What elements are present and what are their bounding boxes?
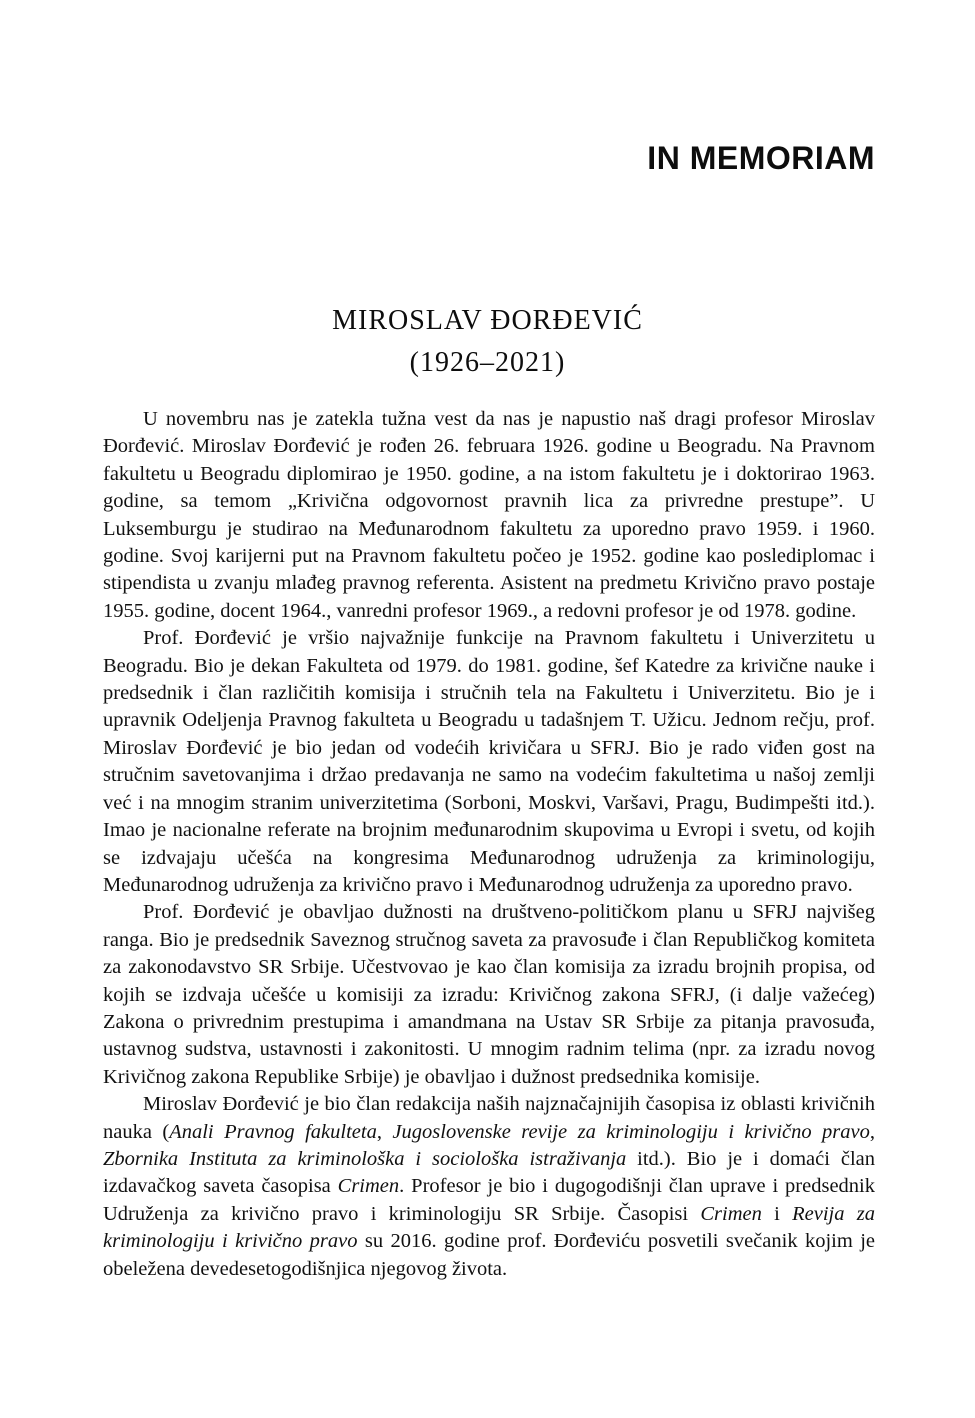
body-text xyxy=(103,406,875,1283)
text-run: i xyxy=(761,1202,793,1225)
paragraph xyxy=(103,406,875,625)
text-run: Prof. Đorđević je vršio najvažnije funkcije na Pravnom fakultetu i Univerzitetu u Beogradu. Bio je dekan Fakulteta od 1979. do 1981. godine, šef Katedre za krivične nauke i predsednik i član različitih komisija i stručnih tela na Fakultetu i Univerzitetu. Bio je i upravnik Odeljenja Pravnog fakulteta u Beogradu u tadašnjem T. Užicu. Jednom rečju, prof. Miroslav Đorđević je bio jedan od vodećih krivičara u SFRJ. Bio je rado viđen gost na stručnim savetovanjima i držao predavanja ne samo na vodećim fakultetima u našoj zemlji već i na mnogim stranim univerzitetima (Sorboni, Moskvi, Varšavi, Pragu, Budimpešti itd.). Imao je nacionalne referate na brojnim međunarodnim skupovima u Evropi i svetu, od kojih se izdvajaju učešća na kongresima Međunarodnog udruženja za kriminologiju, Međunarodnog udruženja za krivično pravo i Međunarodnog udruženja za uporedno pravo. xyxy=(103,627,875,896)
text-run: itd.). Bio je i domaći član izdavačkog saveta časopisa xyxy=(103,1147,875,1198)
memorial-years: (1926–2021) xyxy=(409,347,566,378)
journal-title: Zbornika Instituta za kriminološka i sociološka istraživanja xyxy=(103,1147,627,1170)
text-run: , xyxy=(869,1120,876,1143)
text-run: su 2016. godine prof. Đorđeviću posvetili svečanik kojim je obeležena devedesetogodišnjica njegovog života. xyxy=(103,1230,875,1280)
text-run: U novembru nas je zatekla tužna vest da nas je napustio naš dragi profesor Miroslav Đorđević. Miroslav Đorđević je rođen 26. februara 1926. godine u Beogradu. Na Pravnom fakultetu u Beogradu diplomirao je 1950. godine, a na istom fakultetu je i doktorirao 1963. godine, sa temom „Krivična odgovornost pravnih lica za privredne prestupe”. U Luksemburgu je studirao na Međunarodnom fakultetu za uporedno pravo 1959. i 1960. godine. Svoj karijerni put na Pravnom fakultetu počeo je 1952. godine kao poslediplomac i stipendista u zvanju mlađeg pravnog referenta. Asistent na predmetu Krivično pravo postaje 1955. godine, docent 1964., vanredni profesor 1969., a redovni profesor je od 1978. godine. xyxy=(103,408,875,622)
journal-title: Crimen xyxy=(337,1175,400,1198)
text-run: Prof. Đorđević je obavljao dužnosti na društveno-političkom planu u SFRJ najvišeg ranga. Bio je predsednik Saveznog stručnog saveta za pravosuđe i član Republičkog komiteta za zakonodavstvo SR Srbije. Učestvovao je kao član komisija za izradu brojnih propisa, od kojih se izdvaja učešće u komisiji za izradu: Krivičnog zakona SFRJ, (i dalje važećeg) Zakona o privrednim prestupima i amandmana na Ustav SR Srbije za pitanja pravosuđa, ustavnog sudstva, ustavnosti i zakonitosti. U mnogim radnim telima (npr. za izradu novog Krivičnog zakona Republike Srbije) je obavljao i dužnost predsednika komisije. xyxy=(103,901,875,1088)
paragraph xyxy=(103,899,875,1091)
memorial-name: MIROSLAV ĐORĐEVIĆ xyxy=(332,305,643,336)
title-block xyxy=(0,303,975,381)
text-run: , xyxy=(376,1120,393,1143)
section-header: IN MEMORIAM xyxy=(647,140,875,176)
journal-title: Crimen xyxy=(700,1202,762,1225)
journal-title: Revija za kriminologiju i krivično pravo xyxy=(103,1202,875,1253)
journal-title: Jugoslovenske revije za kriminologiju i krivično pravo xyxy=(392,1120,870,1143)
paragraph xyxy=(103,625,875,899)
paragraph xyxy=(103,1091,875,1283)
text-run: . Profesor je bio i dugogodišnji član uprave i predsednik Udruženja za krivično pravo i kriminologiju SR Srbije. Časopisi xyxy=(103,1175,875,1225)
journal-title: Anali Pravnog fakulteta xyxy=(169,1120,377,1143)
text-run: Miroslav Đorđević je bio član redakcija naših najznačajnijih časopisa iz oblasti krivičnih nauka ( xyxy=(103,1093,875,1143)
